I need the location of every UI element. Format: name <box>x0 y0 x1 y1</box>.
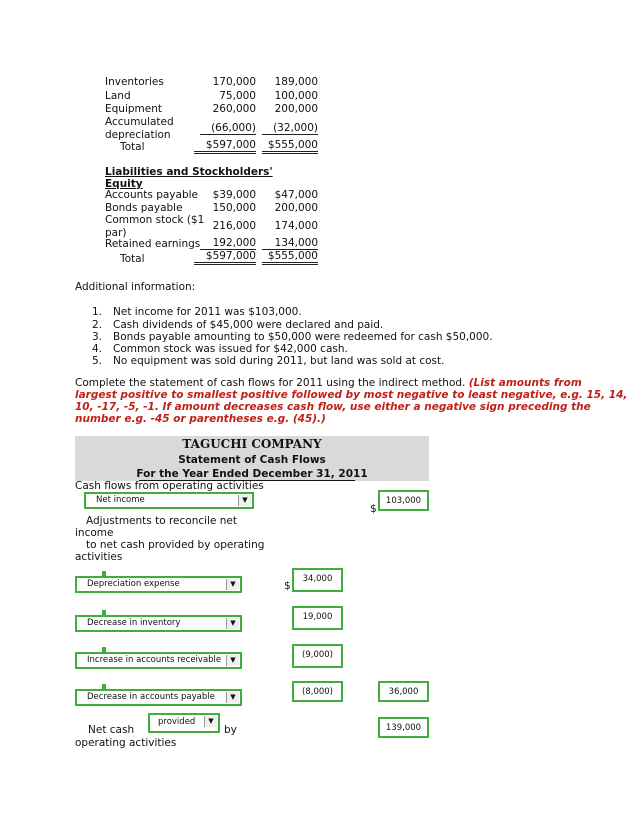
operating-activities-label: operating activities <box>75 737 177 749</box>
value-common-2010: 174,000 <box>274 220 318 232</box>
dollar-sign: $ <box>370 503 377 515</box>
adjustment-select-value: Increase in accounts receivable <box>87 655 222 665</box>
list-item: No equipment was sold during 2011, but land was sold at cost. <box>113 355 445 367</box>
statement-period: For the Year Ended December 31, 2011 <box>136 468 368 480</box>
value-bonds-2010: 200,000 <box>274 202 318 214</box>
row-label-bonds-payable: Bonds payable <box>105 202 183 214</box>
adjustment-select-3[interactable] <box>75 652 242 669</box>
company-name: TAGUCHI COMPANY <box>75 436 429 453</box>
operating-heading: Cash flows from operating activities <box>75 480 264 492</box>
value-re-2010: 134,000 <box>262 237 318 250</box>
row-label-common-stock: Common stock ($1 <box>105 214 205 226</box>
row-label-liabilities-total: Total <box>120 253 145 265</box>
instructions-emphasis-4: number e.g. -45 or parentheses e.g. (45).) <box>75 413 326 425</box>
net-income-select-value: Net income <box>96 495 145 505</box>
adjustment-amount-input-4[interactable]: (8,000) <box>292 681 343 702</box>
net-cash-select[interactable] <box>148 713 220 733</box>
liabilities-heading-line2: Equity <box>105 178 143 190</box>
net-income-amount-input[interactable]: 103,000 <box>378 490 429 511</box>
statement-subheader <box>75 453 429 481</box>
additional-info-heading: Additional information: <box>75 281 196 293</box>
chevron-down-icon: ▼ <box>226 692 239 703</box>
list-item-number: 5. <box>92 355 103 367</box>
instructions-plain: Complete the statement of cash flows for 2011 using the indirect method. <box>75 377 469 389</box>
net-cash-amount-input[interactable]: 139,000 <box>378 717 429 738</box>
net-income-select[interactable] <box>84 492 254 509</box>
adjustments-text-2: income <box>75 527 114 539</box>
row-label-land: Land <box>105 90 131 102</box>
adjustments-text-4: activities <box>75 551 123 563</box>
value-ap-2010: $47,000 <box>274 189 318 201</box>
list-item: Bonds payable amounting to $50,000 were redeemed for cash $50,000. <box>113 331 493 343</box>
adjustment-select-value: Depreciation expense <box>87 579 180 589</box>
value-land-2010: 100,000 <box>274 90 318 102</box>
list-item-number: 1. <box>92 306 103 318</box>
row-label-par: par) <box>105 227 127 239</box>
adjustment-select-4[interactable] <box>75 689 242 706</box>
list-item-number: 2. <box>92 319 103 331</box>
row-label-inventories: Inventories <box>105 76 164 88</box>
value-inventories-2010: 189,000 <box>274 76 318 88</box>
list-item: Net income for 2011 was $103,000. <box>113 306 302 318</box>
value-equipment-2011: 260,000 <box>212 103 256 115</box>
list-item: Common stock was issued for $42,000 cash. <box>113 343 348 355</box>
net-cash-label: Net cash <box>88 724 135 736</box>
row-label-equipment: Equipment <box>105 103 162 115</box>
statement-title: Statement of Cash Flows <box>178 454 326 466</box>
adjustments-text-3: to net cash provided by operating <box>86 539 265 551</box>
adjustment-amount-input-3[interactable]: (9,000) <box>292 644 343 668</box>
instructions-emphasis-2: largest positive to smallest positive followed by most negative to least negative, e.g. 15, 14, <box>75 389 628 401</box>
liabilities-heading-line1: Liabilities and Stockholders' <box>105 166 273 178</box>
adjustment-select-1[interactable] <box>75 576 242 593</box>
adjustment-select-value: Decrease in inventory <box>87 618 181 628</box>
list-item: Cash dividends of $45,000 were declared and paid. <box>113 319 384 331</box>
adjustment-select-2[interactable] <box>75 615 242 632</box>
value-accum-dep-2011: (66,000) <box>200 122 256 135</box>
chevron-down-icon: ▼ <box>238 495 251 506</box>
value-assets-total-2010: $555,000 <box>262 139 318 154</box>
row-label-assets-total: Total <box>120 141 145 153</box>
adjustment-select-value: Decrease in accounts payable <box>87 692 215 702</box>
instructions-emphasis-3: 10, -17, -5, -1. If amount decreases cash flow, use either a negative sign preceding the <box>75 401 591 413</box>
value-land-2011: 75,000 <box>219 90 256 102</box>
value-accum-dep-2010: (32,000) <box>262 122 318 135</box>
chevron-down-icon: ▼ <box>204 716 217 727</box>
adjustment-amount-input-2[interactable]: 19,000 <box>292 606 343 630</box>
by-label: by <box>224 724 237 736</box>
chevron-down-icon: ▼ <box>226 655 239 666</box>
list-item-number: 3. <box>92 331 103 343</box>
row-label-depreciation: depreciation <box>105 129 171 141</box>
value-liab-total-2010: $555,000 <box>262 250 318 265</box>
value-ap-2011: $39,000 <box>212 189 256 201</box>
value-inventories-2011: 170,000 <box>212 76 256 88</box>
value-bonds-2011: 150,000 <box>212 202 256 214</box>
list-item-number: 4. <box>92 343 103 355</box>
value-common-2011: 216,000 <box>212 220 256 232</box>
chevron-down-icon: ▼ <box>226 579 239 590</box>
row-label-accounts-payable: Accounts payable <box>105 189 198 201</box>
chevron-down-icon: ▼ <box>226 618 239 629</box>
row-label-retained-earnings: Retained earnings <box>105 238 201 250</box>
adjustment-amount-input-1[interactable]: 34,000 <box>292 568 343 592</box>
row-label-accumulated: Accumulated <box>105 116 174 128</box>
value-equipment-2010: 200,000 <box>274 103 318 115</box>
instructions-emphasis-1: (List amounts from <box>468 377 582 389</box>
value-liab-total-2011: $597,000 <box>194 250 256 265</box>
adjustments-total-input[interactable]: 36,000 <box>378 681 429 702</box>
value-re-2011: 192,000 <box>200 237 256 250</box>
value-assets-total-2011: $597,000 <box>194 139 256 154</box>
adjustments-text-1: Adjustments to reconcile net <box>86 515 238 527</box>
dollar-sign: $ <box>284 580 291 592</box>
net-cash-select-value: provided <box>158 717 196 727</box>
